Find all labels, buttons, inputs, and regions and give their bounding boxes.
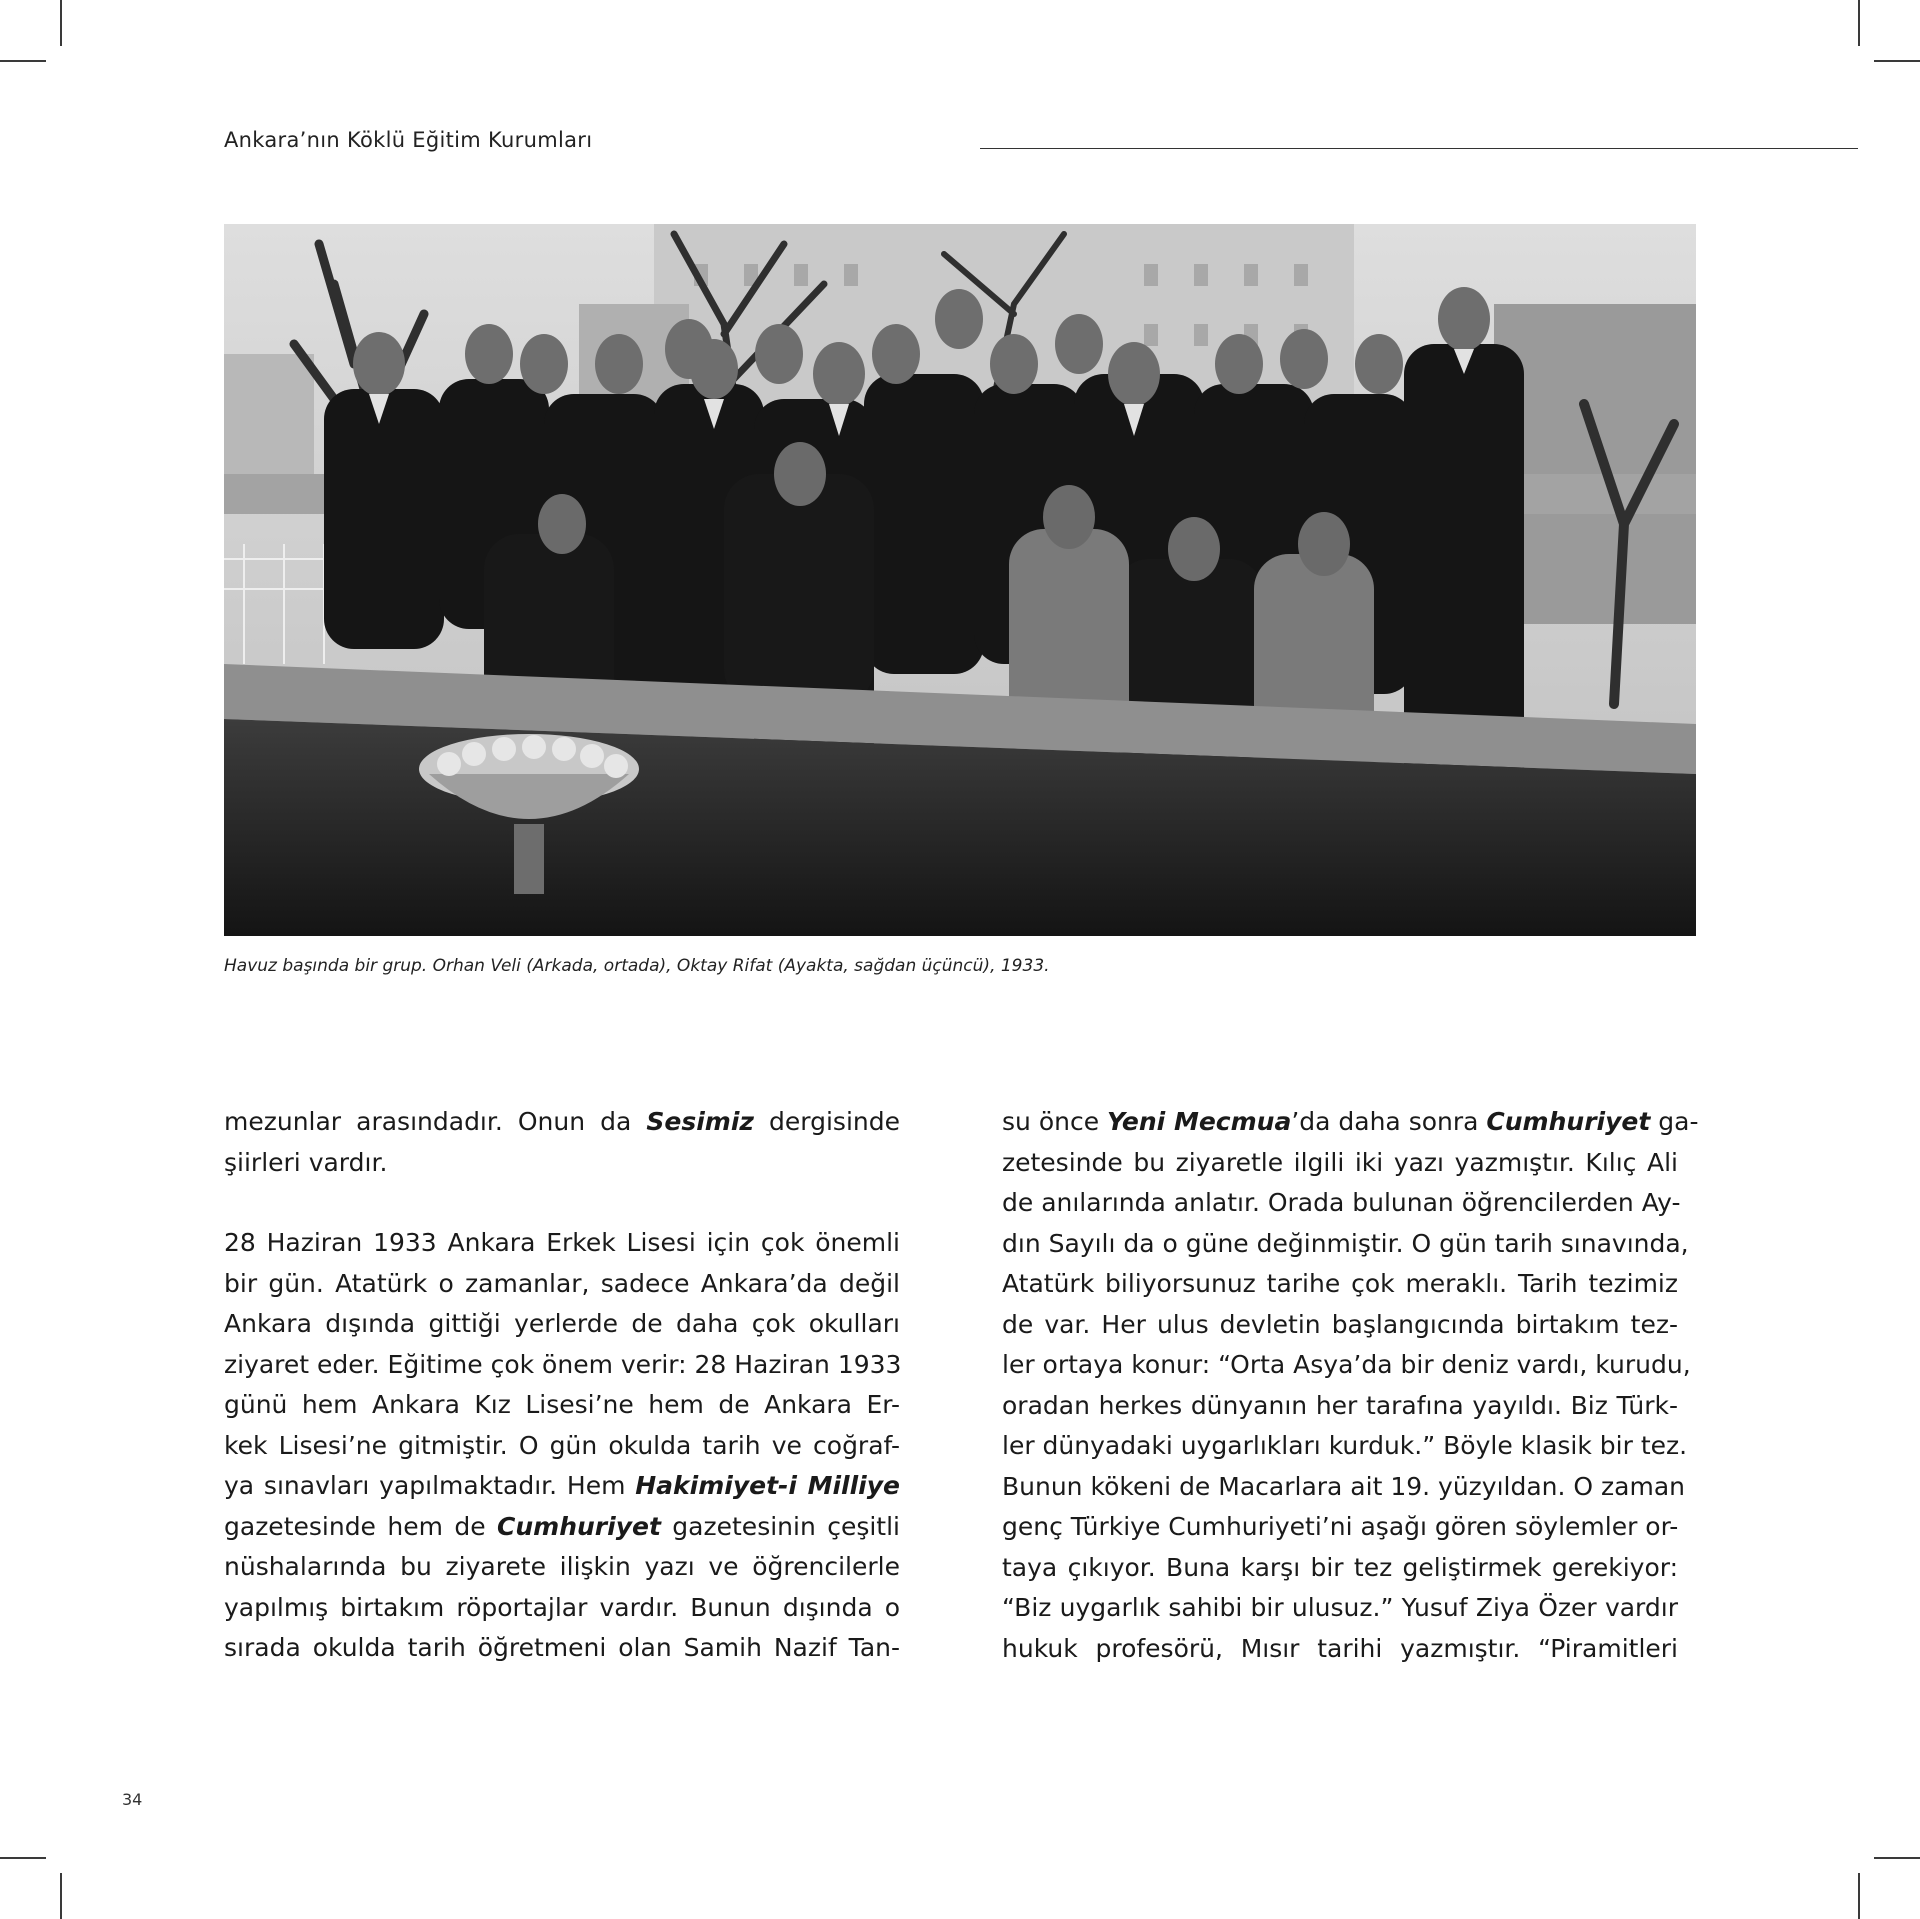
text-run: su önce [1002, 1107, 1108, 1136]
text-line [224, 1345, 900, 1386]
right-column [1002, 1102, 1699, 1669]
text-run: de anılarında anlatır. Orada bulunan öğrencilerden Ay- [1002, 1188, 1681, 1217]
text-run: sırada okulda tarih öğretmeni olan Samih Nazif Tan- [224, 1633, 900, 1662]
text-line [1002, 1305, 1678, 1346]
header-rule [980, 148, 1858, 149]
text-run: ya sınavları yapılmaktadır. Hem [224, 1471, 636, 1500]
text-run: genç Türkiye Cumhuriyeti’ni aşağı gören söylemler or- [1002, 1512, 1679, 1541]
emphasized-title: Sesimiz [646, 1107, 754, 1136]
text-line [1002, 1629, 1678, 1670]
text-run: bir gün. Atatürk o zamanlar, sadece Ankara’da değil [224, 1268, 900, 1298]
running-title: Ankara’nın Köklü Eğitim Kurumları [224, 128, 593, 152]
text-line [224, 1143, 900, 1184]
text-run: Ankara dışında gittiği yerlerde de daha çok okulları [224, 1309, 900, 1338]
text-line [1002, 1183, 1681, 1224]
text-run: ler dünyadaki uygarlıkları kurduk.” Böyle klasik bir tez. [1002, 1431, 1688, 1460]
text-line [224, 1628, 900, 1669]
text-run: ’da daha sonra [1291, 1107, 1487, 1136]
paragraph [224, 1102, 900, 1183]
text-run: ziyaret eder. Eğitime çok önem verir: 28 Haziran 1933 [224, 1349, 902, 1379]
text-line [224, 1426, 900, 1467]
text-line [1002, 1386, 1678, 1427]
emphasized-title: Cumhuriyet [1486, 1107, 1651, 1136]
text-line [1002, 1345, 1691, 1386]
text-line [224, 1385, 900, 1426]
text-line [224, 1547, 900, 1588]
text-run: nüshalarında bu ziyarete ilişkin yazı ve öğrencilerle [224, 1552, 900, 1581]
crop-mark [1858, 1873, 1860, 1919]
text-line [1002, 1143, 1678, 1184]
text-run: zetesinde bu ziyaretle ilgili iki yazı yazmıştır. Kılıç Ali [1002, 1147, 1678, 1177]
group-photo [224, 224, 1696, 936]
text-run: hukuk profesörü, Mısır tarihi yazmıştır. “Piramitleri [1002, 1633, 1678, 1663]
crop-mark [60, 1873, 62, 1919]
text-line [1002, 1548, 1678, 1589]
crop-mark [1858, 0, 1860, 46]
text-run: ler ortaya konur: “Orta Asya’da bir deniz vardı, kurudu, [1002, 1350, 1691, 1379]
text-run: 28 Haziran 1933 Ankara Erkek Lisesi için çok önemli [224, 1228, 900, 1257]
emphasized-title: Cumhuriyet [497, 1511, 661, 1541]
text-line [224, 1264, 900, 1305]
text-line [224, 1304, 900, 1345]
page-number: 34 [122, 1790, 143, 1809]
text-run: Atatürk biliyorsunuz tarihe çok meraklı. Tarih tezimiz [1002, 1269, 1678, 1298]
text-run: “Biz uygarlık sahibi bir ulusuz.” Yusuf Ziya Özer vardır [1002, 1593, 1678, 1622]
paragraph [1002, 1102, 1699, 1669]
text-run: mezunlar arasındadır. Onun da [224, 1107, 647, 1136]
text-line [224, 1507, 900, 1548]
text-line [1002, 1507, 1678, 1548]
crop-mark [0, 60, 46, 62]
crop-mark [1874, 60, 1920, 62]
text-line [1002, 1264, 1678, 1305]
crop-mark [60, 0, 62, 46]
text-run: dergisinde [753, 1107, 900, 1136]
text-run: şiirleri vardır. [224, 1147, 388, 1177]
text-run: ga- [1650, 1107, 1699, 1136]
text-line [224, 1223, 900, 1264]
crop-mark [1874, 1857, 1920, 1859]
text-line [1002, 1426, 1688, 1467]
text-line [224, 1102, 900, 1143]
text-line [1002, 1224, 1689, 1265]
emphasized-title: Hakimiyet-i Milliye [635, 1471, 900, 1500]
text-run: taya çıkıyor. Buna karşı bir tez geliştirmek gerekiyor: [1002, 1552, 1678, 1582]
text-run: Bunun kökeni de Macarlara ait 19. yüzyıldan. O zaman [1002, 1471, 1685, 1501]
text-run: gazetesinin çeşitli [660, 1511, 900, 1541]
text-run: günü hem Ankara Kız Lisesi’ne hem de Ankara Er- [224, 1390, 900, 1419]
text-run: yapılmış birtakım röportajlar vardır. Bunun dışında o [224, 1592, 900, 1622]
left-column [224, 1102, 900, 1669]
paragraph [224, 1223, 900, 1669]
text-run: oradan herkes dünyanın her tarafına yayıldı. Biz Türk- [1002, 1390, 1678, 1420]
text-run: de var. Her ulus devletin başlangıcında birtakım tez- [1002, 1309, 1678, 1339]
group-photo-illustration [224, 224, 1696, 936]
crop-mark [0, 1857, 46, 1859]
text-line [224, 1588, 900, 1629]
text-line [1002, 1102, 1699, 1143]
text-run: kek Lisesi’ne gitmiştir. O gün okulda tarih ve coğraf- [224, 1430, 900, 1460]
text-run: dın Sayılı da o güne değinmiştir. O gün tarih sınavında, [1002, 1228, 1689, 1258]
photo-caption: Havuz başında bir grup. Orhan Veli (Arkada, ortada), Oktay Rifat (Ayakta, sağdan üçüncü), 1933. [224, 956, 1050, 976]
emphasized-title: Yeni Mecmua [1107, 1107, 1292, 1136]
text-line [1002, 1467, 1685, 1508]
text-run: gazetesinde hem de [224, 1511, 497, 1541]
text-line [224, 1466, 900, 1507]
text-line [1002, 1588, 1678, 1629]
